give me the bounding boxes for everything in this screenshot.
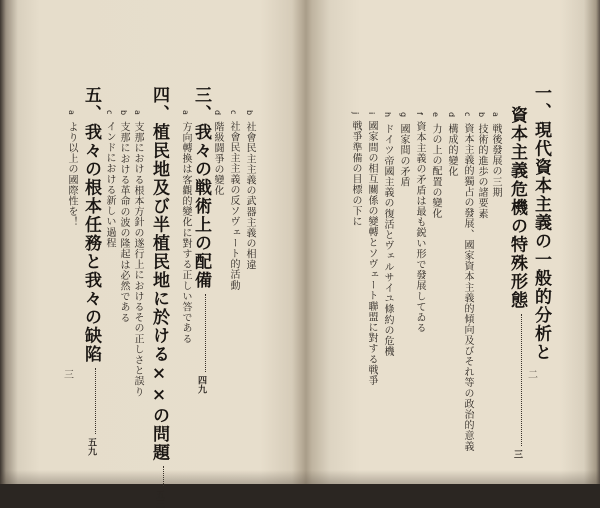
left-page-folio: 三 <box>64 370 74 381</box>
chapter3-item-a: a方向轉換は客觀的變化に對する正しい答である <box>180 110 191 345</box>
chapter4-heading <box>150 86 167 508</box>
bleed-through-text <box>262 100 274 114</box>
chapter1-leader <box>521 314 522 446</box>
chapter1-item-g: g國家間の矛盾 <box>398 112 409 188</box>
chapter3-heading <box>192 86 209 394</box>
chapter1-item-b: b技術的進歩の諸要素 <box>476 112 487 220</box>
chapter5-page: 五九 <box>86 437 96 456</box>
chapter1-page: 三 <box>512 449 522 459</box>
chapter4-page: 五三 <box>154 490 164 508</box>
chapter1-title-a: 現代資本主義の一般的分析と <box>531 121 551 362</box>
chapter4-item-c: cインドにおける新しい過程 <box>104 110 115 249</box>
chapter3-num: 三、 <box>191 86 211 123</box>
chapter4-item-a: a支那における根本方針の遂行上におけるその正しさと誤り <box>132 110 143 398</box>
chapter3-item-b: b社會民主主義の武器主義の相違 <box>244 110 255 271</box>
chapter3-page: 四九 <box>196 375 206 394</box>
chapter1-heading <box>532 84 549 362</box>
chapter1-num: 一、 <box>531 84 551 121</box>
chapter3-title: 我々の戦術上の配備 <box>191 123 211 290</box>
right-page <box>300 0 600 484</box>
chapter1-item-h: hドイツ帝國主義の復活とヴェルサイユ條約の危機 <box>382 112 393 357</box>
chapter4-leader <box>163 466 164 486</box>
chapter1-item-e: e力の上の配置の變化 <box>430 112 441 219</box>
right-page-folio: 二 <box>528 370 538 381</box>
chapter4-item-b: b支那における革命の波の隆起は必然である <box>118 110 129 324</box>
chapter5-title: 我々の根本任務と我々の缺陷 <box>81 123 101 364</box>
chapter4-num: 四、 <box>149 86 169 123</box>
chapter1-item-f: f資本主義の矛盾は最も鋭い形で發展してゐる <box>414 112 425 334</box>
chapter1-title-b: 資本主義危機の特殊形態 <box>507 106 527 310</box>
chapter5-item-a: aより以上の國際性を！ <box>66 110 77 228</box>
chapter1-item-i: i國家間の相互關係の變轉とソヴェート聯盟に對する戦爭 <box>366 112 377 386</box>
chapter3-item-c: c社會民主主義の反ソヴェート的活動 <box>228 110 239 291</box>
chapter3-leader <box>205 294 206 372</box>
chapter1-item-d: d構成的變化 <box>446 112 457 177</box>
chapter5-leader <box>95 368 96 434</box>
chapter1-item-j: j戦爭準備の目標の下に <box>350 112 361 227</box>
chapter5-num: 五、 <box>81 86 101 123</box>
chapter1-item-c: c資本主義的獨占の發展、國家資本主義的傾向及びそれ等の政治的意義 <box>462 112 473 452</box>
chapter4-title: 植民地及び半植民地に於ける××の問題 <box>149 123 169 462</box>
chapter1-heading-line2 <box>508 106 525 459</box>
chapter5-heading <box>82 86 99 456</box>
chapter1-item-a: a戦後發展の三期 <box>490 112 501 198</box>
chapter3-item-d: d階級闘爭の變化 <box>212 110 223 196</box>
